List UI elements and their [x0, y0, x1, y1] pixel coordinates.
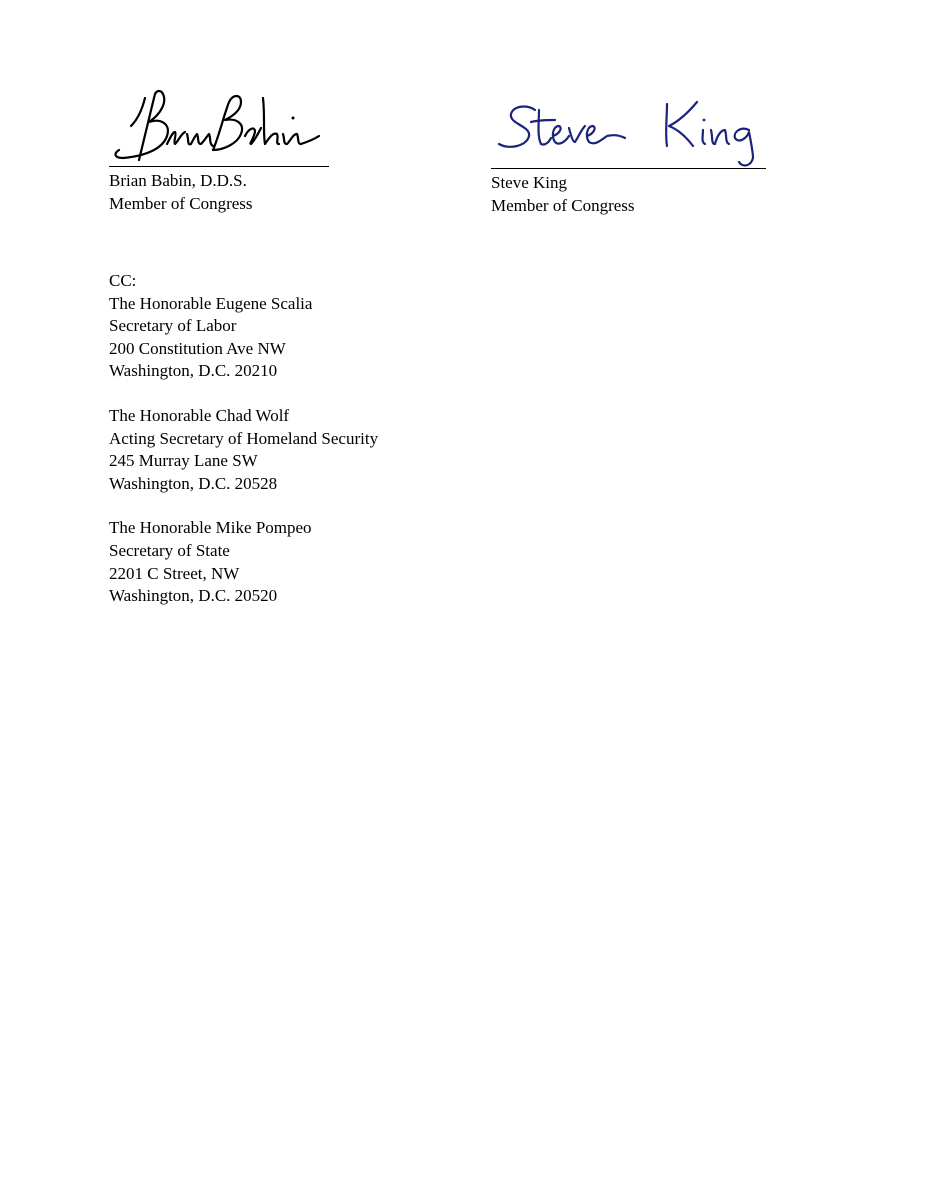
recipient-name: The Honorable Mike Pompeo — [109, 518, 312, 538]
cc-recipient — [109, 517, 609, 607]
recipient-name: The Honorable Eugene Scalia — [109, 293, 313, 313]
signature-king-image — [491, 96, 766, 168]
signature-block-king — [491, 96, 766, 217]
recipient-street: 200 Constitution Ave NW — [109, 338, 286, 358]
recipient-city: Washington, D.C. 20210 — [109, 361, 278, 381]
recipient-title: Secretary of Labor — [109, 316, 237, 336]
recipient-title: Acting Secretary of Homeland Security — [109, 428, 379, 448]
signer-name: Steve King — [491, 173, 568, 192]
recipient-name: The Honorable Chad Wolf — [109, 405, 290, 425]
cc-recipient — [109, 293, 609, 383]
recipient-city: Washington, D.C. 20528 — [109, 473, 278, 493]
cc-label: CC: — [109, 271, 137, 290]
recipient-street: 2201 C Street, NW — [109, 563, 240, 583]
cc-recipient — [109, 405, 609, 495]
signature-babin-image — [109, 88, 329, 166]
signer-name: Brian Babin, D.D.S. — [109, 171, 247, 190]
recipient-city: Washington, D.C. 20520 — [109, 586, 278, 606]
recipient-street: 245 Murray Lane SW — [109, 451, 258, 471]
recipient-title: Secretary of State — [109, 540, 230, 560]
signature-line — [491, 168, 766, 169]
cc-block — [109, 270, 609, 608]
signer-title: Member of Congress — [491, 196, 635, 215]
signature-block-babin — [109, 88, 329, 215]
signature-line — [109, 166, 329, 167]
signer-title: Member of Congress — [109, 194, 253, 213]
